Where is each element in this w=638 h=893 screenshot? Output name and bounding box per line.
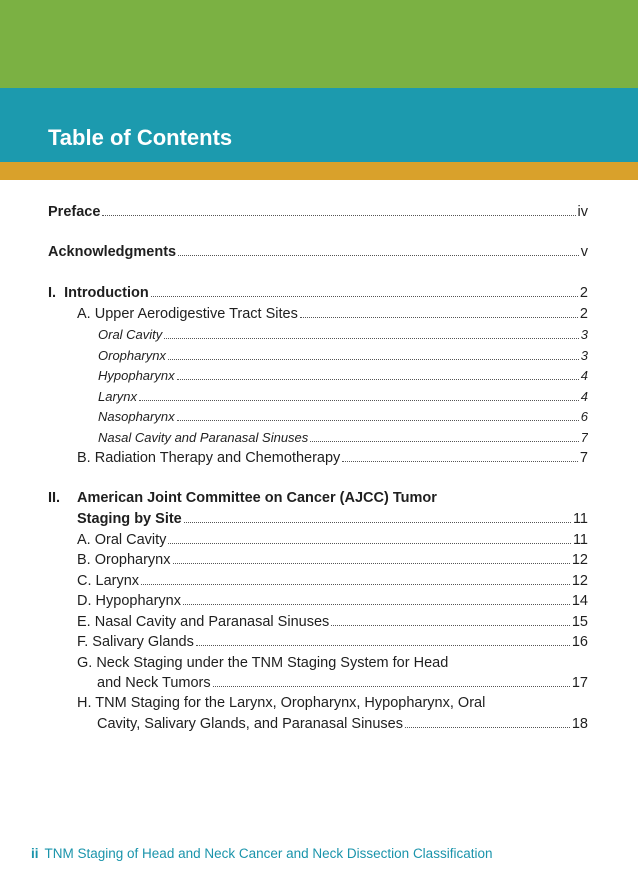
toc-entry-ajcc[interactable]: [77, 511, 588, 527]
toc-entry-page: 12: [571, 552, 588, 568]
dot-leader: [139, 400, 579, 401]
toc-entry-page: 16: [571, 634, 588, 650]
toc-entry-radiation[interactable]: [77, 450, 588, 466]
toc-entry-page: 4: [580, 368, 588, 383]
dot-leader: [310, 441, 578, 442]
toc-entry-label: Cavity, Salivary Glands, and Paranasal Sinuses: [97, 716, 403, 732]
page-title: Table of Contents: [48, 125, 233, 150]
page-footer: [31, 846, 492, 861]
dot-leader: [342, 461, 578, 462]
toc-entry-page: 18: [571, 716, 588, 732]
toc-entry-introduction[interactable]: [48, 285, 588, 301]
toc-entry-label: Acknowledgments: [48, 244, 177, 260]
toc-entry-label[interactable]: H. TNM Staging for the Larynx, Oropharynx, Hypopharynx, Oral: [77, 695, 486, 711]
toc-entry-page: 4: [580, 389, 588, 404]
toc-entry-page: 3: [580, 327, 588, 342]
toc-entry-upper-sites[interactable]: [77, 306, 588, 322]
toc-entry-label: F. Salivary Glands: [77, 634, 194, 650]
dot-leader: [168, 543, 571, 544]
toc-entry-preface[interactable]: [48, 204, 588, 220]
dot-leader: [183, 604, 570, 605]
toc-entry-label: Nasal Cavity and Paranasal Sinuses: [98, 430, 309, 445]
toc-entry-label: B. Oropharynx: [77, 552, 171, 568]
dot-leader: [196, 645, 570, 646]
toc-entry-label: Introduction: [64, 285, 149, 301]
toc-entry-hypopharynx[interactable]: [98, 368, 588, 383]
toc-entry-ajcc-salivary[interactable]: [77, 634, 588, 650]
dot-leader: [177, 379, 579, 380]
dot-leader: [102, 215, 575, 216]
header-green-band: [0, 0, 638, 88]
section-number: [48, 285, 64, 301]
dot-leader: [168, 359, 579, 360]
toc-entry-page: iv: [577, 204, 588, 220]
toc-entry-ajcc-larynx[interactable]: [77, 573, 588, 589]
toc-entry-ajcc-oropharynx[interactable]: [77, 552, 588, 568]
toc-entry-page: 12: [571, 573, 588, 589]
toc-entry-label[interactable]: G. Neck Staging under the TNM Staging System for Head: [77, 655, 449, 671]
toc-entry-label: B. Radiation Therapy and Chemotherapy: [77, 450, 341, 466]
toc-entry-label: Nasopharynx: [98, 409, 175, 424]
toc-entry-label: A. Upper Aerodigestive Tract Sites: [77, 306, 298, 322]
toc-entry-label: C. Larynx: [77, 573, 140, 589]
dot-leader: [177, 420, 579, 421]
toc-entry-page: 2: [579, 285, 588, 301]
dot-leader: [300, 317, 578, 318]
toc-entry-oral-cavity[interactable]: [98, 327, 588, 342]
dot-leader: [213, 686, 570, 687]
toc-entry-page: 7: [579, 450, 588, 466]
toc-entry-label: E. Nasal Cavity and Paranasal Sinuses: [77, 614, 330, 630]
dot-leader: [331, 625, 570, 626]
toc-entry-ajcc-nasal-cavity[interactable]: [77, 614, 588, 630]
section-number: II.: [48, 490, 61, 506]
toc-entry-larynx[interactable]: [98, 389, 588, 404]
toc-entry-page: 17: [571, 675, 588, 691]
toc-entry-label: A. Oral Cavity: [77, 532, 167, 548]
dot-leader: [178, 255, 579, 256]
toc-entry-ajcc-oral-cavity[interactable]: [77, 532, 588, 548]
toc-entry-label: Preface: [48, 204, 101, 220]
footer-page-number: ii: [31, 846, 39, 861]
dot-leader: [141, 584, 570, 585]
section-number-text: I.: [48, 285, 57, 301]
toc-entry-ajcc-hypopharynx[interactable]: [77, 593, 588, 609]
toc-entry-label: and Neck Tumors: [97, 675, 211, 691]
toc-entry-label: Larynx: [98, 389, 138, 404]
toc-entry-page: 6: [580, 409, 588, 424]
toc-entry-page: 14: [571, 593, 588, 609]
toc-entry-acknowledgments[interactable]: [48, 244, 588, 260]
dot-leader: [151, 296, 578, 297]
toc-entry-nasopharynx[interactable]: [98, 409, 588, 424]
toc-entry-label[interactable]: American Joint Committee on Cancer (AJCC) Tumor: [77, 490, 437, 506]
header-gold-band: [0, 162, 638, 180]
toc-entry-label: Hypopharynx: [98, 368, 175, 383]
toc-entry-page: 15: [571, 614, 588, 630]
toc-entry-ajcc-neck-staging[interactable]: [97, 675, 588, 691]
dot-leader: [405, 727, 570, 728]
toc-entry-page: v: [580, 244, 588, 260]
toc-entry-label: Staging by Site: [77, 511, 182, 527]
toc-entry-label: Oral Cavity: [98, 327, 163, 342]
dot-leader: [184, 522, 571, 523]
toc-entry-page: 7: [580, 430, 588, 445]
toc-entry-label: Oropharynx: [98, 348, 166, 363]
toc-entry-label: D. Hypopharynx: [77, 593, 181, 609]
toc-entry-page: 11: [572, 532, 588, 548]
dot-leader: [173, 563, 570, 564]
dot-leader: [164, 338, 578, 339]
footer-title: TNM Staging of Head and Neck Cancer and Neck Dissection Classification: [44, 846, 493, 861]
toc-entry-page: 2: [579, 306, 588, 322]
toc-entry-nasal-cavity[interactable]: [98, 430, 588, 445]
toc-entry-ajcc-tnm-staging[interactable]: [97, 716, 588, 732]
toc-entry-oropharynx[interactable]: [98, 348, 588, 363]
toc-entry-page: 3: [580, 348, 588, 363]
toc-entry-page: 11: [572, 511, 588, 527]
